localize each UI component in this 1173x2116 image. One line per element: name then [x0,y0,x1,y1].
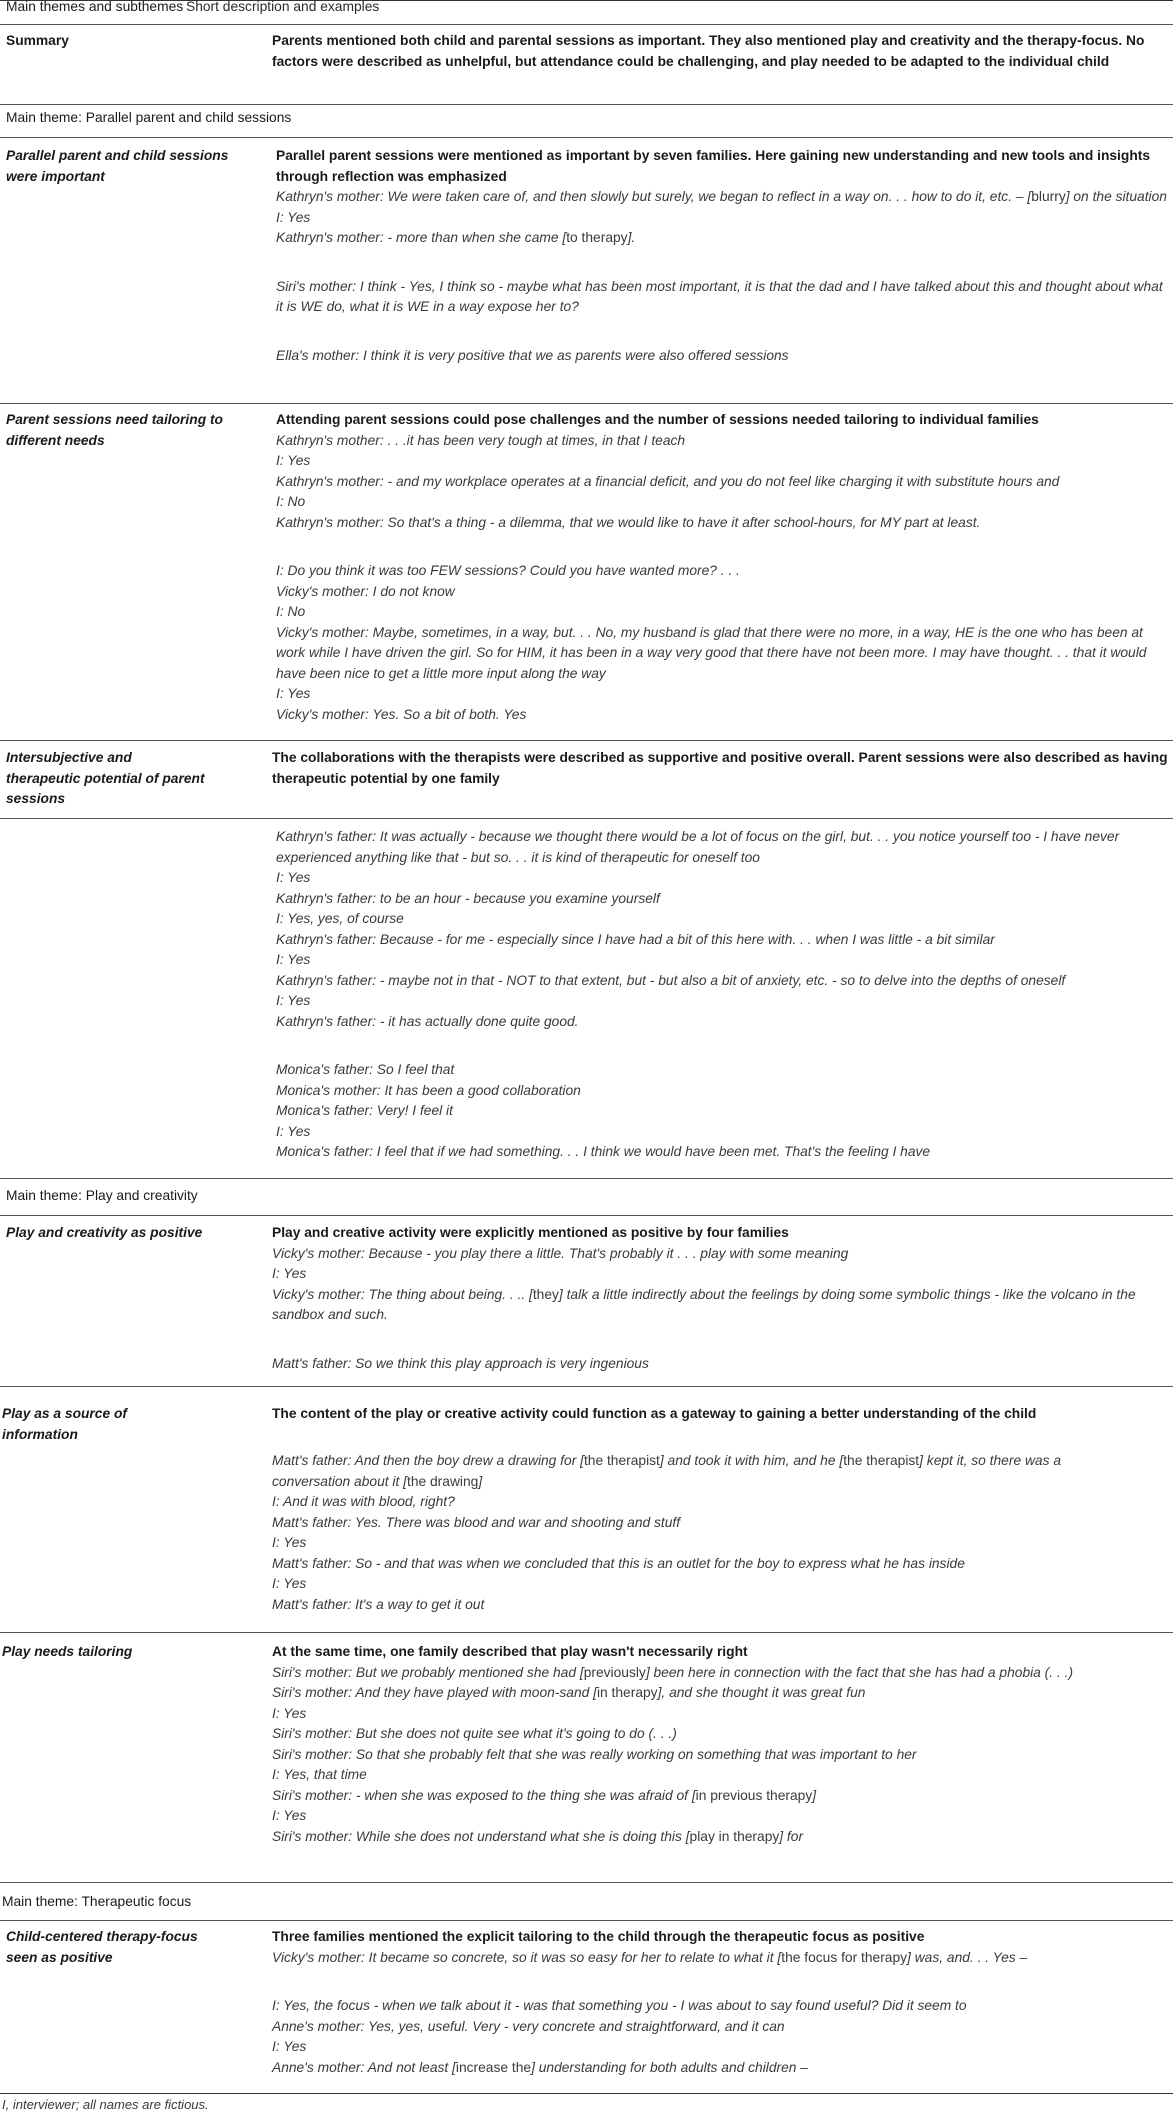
subtheme-lead: The content of the play or creative activity could function as a gateway to gaining a better understanding of the child [272,1406,1037,1421]
quote-line: I: Yes [276,209,311,225]
quote-line: Kathryn's father: - maybe not in that - NOT to that extent, but - but also a bit of anxiety, etc. - so to delve into the depths of oneself [276,972,1066,988]
quote-line: I: No [276,604,306,619]
header-col2: Short description and examples [186,0,380,14]
quote-line: Matt's father: It's a way to get it out [272,1596,485,1612]
rule [0,818,1173,819]
quote-line: Kathryn's father: Because - for me - especially since I have had a bit of this here with. . . when I was little - a bit similar [276,931,995,947]
subtheme-label: Play and creativity as positive [6,1225,203,1240]
quote-line: I: Yes [276,993,311,1008]
quote-line: Siri's mother: But we probably mentioned she had [previously] been here in connection with the fact that she has had a phobia (. . .) [272,1664,1074,1680]
quote-line: Matt's father: So - and that was when we concluded that this is an outlet for the boy to express what he has inside [272,1555,965,1571]
header-rule [0,24,1173,25]
quote-line: Siri's mother: While she does not understand what she is doing this [play in therapy] for [272,1828,804,1844]
quote-line: Vicky's mother: Maybe, sometimes, in a way, but. . . No, my husband is glad that there were no more, in a way, HE is the one who has been at work while I have driven the girl. So for HIM, it has been in a way very good that there have not been more. I may have thought. . . that it would have been nice to get a little more input along the way [276,624,1147,681]
quote-line: I: Yes, that time [272,1767,367,1782]
quote-line: I: Yes [272,1576,307,1591]
quote-line: I: Yes, the focus - when we talk about it - was that something you - I was about to say found useful? Did it seem to [272,1998,967,2013]
quote-line: I: Yes [276,686,311,701]
quote-line: Matt's father: So we think this play approach is very ingenious [272,1355,649,1371]
quote-line: Siri's mother: And they have played with moon-sand [in therapy], and she thought it was great fun [272,1685,866,1700]
quote-line: Kathryn's mother: - and my workplace operates at a financial deficit, and you do not feel like charging it with substitute hours and [276,473,1060,489]
quote-line: I: Yes, yes, of course [276,911,404,926]
quote-line: Kathryn's father: - it has actually done quite good. [276,1013,579,1029]
rule [0,1882,1173,1883]
quote-line: Siri's mother: So that she probably felt that she was really working on something that was important to her [272,1746,917,1762]
summary-label: Summary [6,33,69,48]
quote-line: Kathryn's mother: . . .it has been very tough at times, in that I teach [276,432,686,448]
quote-line: Siri's mother: I think - Yes, I think so - maybe what has been most important, it is that the dad and I have talked about this and thought about what it is WE do, what it is WE in a way expose her to? [276,278,1163,314]
rule [0,137,1173,138]
quote-line: I: Yes [272,2039,307,2054]
quote-line: Matt's father: And then the boy drew a drawing for [the therapist] and took it with him, and he [the therapist] kept it, so there was a conversation about it [the drawing] [272,1453,1061,1489]
quote-line: Ella's mother: I think it is very positive that we as parents were also offered sessions [276,347,789,363]
rule [0,1920,1173,1921]
quote-line: Kathryn's mother: So that's a thing - a dilemma, that we would like to have it after school-hours, for MY part at least. [276,514,981,530]
quote-line: Vicky's mother: Because - you play there a little. That's probably it . . . play with some meaning [272,1245,849,1261]
subtheme-label: Intersubjective and therapeutic potential of parent sessions [6,750,205,806]
quote-line: I: Yes [276,1123,311,1139]
rule [0,104,1173,105]
quote-line: I: Do you think it was too FEW sessions? Could you have wanted more? . . . [276,563,740,578]
quote-line: Kathryn's mother: We were taken care of, and then slowly but surely, we began to reflect in a way on. . . how to do it, etc. – [blurry] on the situation [276,189,1167,204]
quote-line: Vicky's mother: Yes. So a bit of both. Yes [276,706,527,722]
rule [0,403,1173,404]
quote-line: I: Yes [272,1808,307,1823]
quote-line: Siri's mother: But she does not quite see what it's going to do (. . .) [272,1726,677,1741]
subtheme-label: Play as a source of information [2,1406,128,1442]
footnote: I, interviewer; all names are fictious. [2,2097,209,2112]
quote-line: Vicky's mother: The thing about being. . .. [they] talk a little indirectly about the feelings by doing some symbolic things - like the volcano in the sandbox and such. [272,1286,1136,1322]
subtheme-label: Parallel parent and child sessions were important [6,148,229,184]
quote-line: I: No [276,494,306,509]
rule [0,740,1173,741]
quote-line: Anne's mother: And not least [increase the] understanding for both adults and children – [272,2059,808,2075]
subtheme-lead: Attending parent sessions could pose challenges and the number of sessions needed tailoring to individual families [276,412,1039,427]
summary-text: Parents mentioned both child and parental sessions as important. They also mentioned play and creativity and the therapy-focus. No factors were described as unhelpful, but attendance could be challenging, and play needed to be adapted to the individual child [272,33,1145,69]
header-col1: Main themes and subthemes [6,0,184,14]
main-theme-play: Main theme: Play and creativity [6,1188,198,1203]
quote-line: I: Yes [272,1266,307,1281]
subtheme-label: Parent sessions need tailoring to different needs [6,412,223,448]
quote-line: Vicky's mother: It became so concrete, so it was so easy for her to relate to what it [the focus for therapy] was, and. . . Yes – [272,1949,1028,1965]
quote-line: Anne's mother: Yes, yes, useful. Very - very concrete and straightforward, and it can [272,2018,785,2034]
quote-line: I: Yes [276,952,311,967]
quote-line: Vicky's mother: I do not know [276,583,455,599]
rule [0,1215,1173,1216]
main-theme-parallel: Main theme: Parallel parent and child sessions [6,110,292,125]
quote-line: Kathryn's father: to be an hour - because you examine yourself [276,890,660,906]
quote-line: I: And it was with blood, right? [272,1494,455,1509]
subtheme-lead: Three families mentioned the explicit tailoring to the child through the therapeutic focus as positive [272,1929,925,1944]
rule [0,1386,1173,1387]
quote-line: Monica's mother: It has been a good collaboration [276,1082,581,1098]
subtheme-lead: At the same time, one family described that play wasn't necessarily right [272,1644,748,1659]
subtheme-label: Child-centered therapy-focus seen as positive [6,1929,198,1965]
quote-line: Monica's father: Very! I feel it [276,1103,453,1118]
quote-line: Kathryn's mother: - more than when she came [to therapy]. [276,230,636,245]
table-bottom-rule [0,2093,1173,2094]
subtheme-lead: Play and creative activity were explicitly mentioned as positive by four families [272,1225,789,1240]
quote-line: Kathryn's father: It was actually - because we thought there would be a lot of focus on the girl, but. . . you notice yourself too - I have never experienced anything like that - but so. . . it is kind of therapeutic for oneself too [276,829,1120,865]
main-theme-focus: Main theme: Therapeutic focus [2,1894,192,1909]
subtheme-label: Play needs tailoring [2,1644,133,1659]
quote-line: Matt's father: Yes. There was blood and war and shooting and stuff [272,1514,681,1530]
quote-line: I: Yes [272,1705,307,1721]
quote-line: I: Yes [276,453,311,468]
quote-line: Siri's mother: - when she was exposed to the thing she was afraid of [in previous therapy] [272,1787,817,1803]
quote-line: Monica's father: So I feel that [276,1062,455,1077]
quote-line: I: Yes [272,1535,307,1550]
rule [0,1632,1173,1633]
subtheme-lead: Parallel parent sessions were mentioned as important by seven families. Here gaining new understanding and new tools and insights through reflection was emphasized [276,148,1151,184]
rule [0,1178,1173,1179]
subtheme-lead: The collaborations with the therapists were described as supportive and positive overall. Parent sessions were also described as having therapeutic potential by one family [272,750,1168,786]
quote-line: I: Yes [276,870,311,885]
quote-line: Monica's father: I feel that if we had something. . . I think we would have been met. That's the feeling I have [276,1144,931,1159]
